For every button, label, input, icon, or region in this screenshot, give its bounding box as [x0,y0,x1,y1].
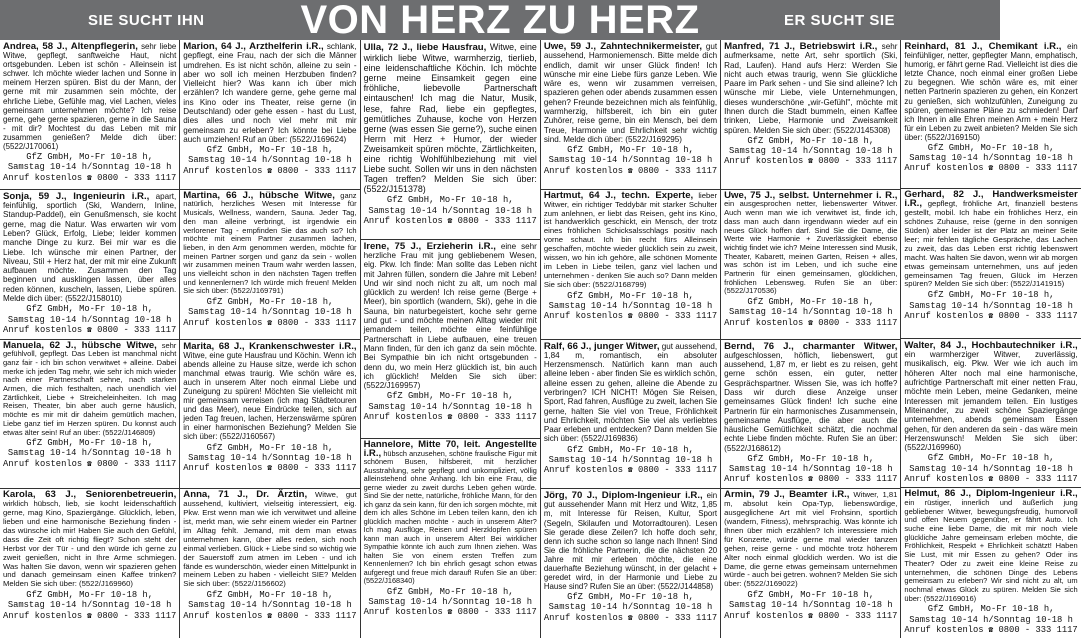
personal-ad [0,489,179,638]
ad-body: gut aussehend, 1,84 m, romantisch, ein absoluter Herzensmensch. Natürlich kann man auch alleine leben - aber finden Sie es wirklich schön, alleine essen zu gehen, alleine die Abende zu verbringen? ICH NICHT! Mögen Sie Reisen, Sport, Rad fahren, Ausflüge zu zweit, lachen Sie gerne, halten Sie viel von Treue, Fröhlichkeit und Ehrlichkeit, möchten Sie viel als verliebtes Paar erleben und entdecken? Dann melden Sie sich über: (5522/J169836) [543,341,718,444]
contact-company: GfZ GmbH, Mo-Fr 10-18 h, [747,135,875,146]
ad-headline: Marion, 64 J., Arzthelferin i.R., [183,41,324,52]
contact-call-row [183,318,356,329]
contact-weekend-hours: Samstag 10-14 h/Sonntag 10-18 h [368,597,533,608]
ad-body: lieber Witwer, ein richtiger Teddybär mit starker Schulter zum anlehnen, er liebt das Reisen, geht ins Kino, ist handwerklich geschickt, ein Mensch, der trotz eines fröhlichen Schicksalsschlags positiv nach vorne schaut. Ich bin recht fürs Alleinsein geschaffen, möchte wieder glücklich sein zu zweit, wissen, wo hin ich gehöre, alle schönen Momente im Leben in Liebe teilen, ganz viel lachen und unternehmen - denken Sie auch so? Dann melden Sie sich über: (5522/J168799) [543,190,718,289]
ad-body: wirklich hübsch, lieb, sie kocht leidenschaftlich gerne, mag Kino, Spaziergänge. Glücklich, leben, lieben und eine harmonische Beziehung finden - das wünsche ich mir! Haben Sie auch den Gefühl, dass die Zeit oft richtig fliegt? Schon steht der Herbst vor der Tür - und den würde ich gerne zu zweit genießen, nicht in Ihre Arme schmiegen. Was halten Sie davon, wenn wir spazieren gehen und danach gemeinsam einen Kaffee trinken? Melden Sie sich über: (5522/J169960) [3,499,177,589]
ad-headline: Hartmut, 64 J., techn. Experte, [543,189,694,201]
ad-body: Witwe, eine gute Hausfrau und Köchin. Wenn ich abends alleine zu Hause sitze, werde ich schon manchmal etwas traurig. Wie schön wäre es, auch in unserem Alter noch einmal Liebe und Zuneigung zu spüren! Möchten Sie vielleicht mit mir gemeinsam verreisen (ich mag Städtetouren und das Meer), neue Eindrücke teilen, sich auf jeden Tag freuen, lachen, Herzenswärme spüren in einer harmonischen Beziehung? Melden Sie sich über: (5522/J160567) [183,350,357,442]
ad-text [364,441,537,586]
ad-text [3,339,177,438]
contact-phone-number[interactable]: 0800 - 333 1117 [97,324,177,335]
personal-ad [361,40,540,240]
contact-weekend-hours: Samstag 10-14 h/Sonntag 10-18 h [909,614,1073,625]
contact-weekend-hours: Samstag 10-14 h/Sonntag 10-18 h [188,307,352,318]
ad-text [183,42,356,144]
ad-contact-block [3,438,176,470]
ad-body: sehr aufmerksame, nette Art, sehr sportlich (Ski, Rad, Laufen). Hand aufs Herz: Werden Sie nicht auch etwas traurig, wenn Sie glückliche Paare im Park sehen - und Sie sind alleine? Ich wünsche mir Liebe, viele Unternehmungen, dieses wunderschöne „wir-Gefühl", möchte mit Ihnen durch die Stadt bummeln, einen Kaffee trinken, Liebe, Harmonie und Zweisamkeit spüren. Melden Sie sich über: (5522/J145308) [724,42,898,135]
classified-ads-grid [0,40,1078,638]
ad-contact-block [183,297,356,329]
contact-phone-number[interactable]: 0800 - 333 1117 [818,156,898,167]
contact-call-label: Anruf kostenlos [904,624,984,635]
contact-phone-number[interactable]: 0800 - 333 1117 [998,310,1078,321]
contact-call-label: Anruf kostenlos [543,612,624,623]
ad-contact-block [364,391,537,423]
contact-company: GfZ GmbH, Mo-Fr 10-18 h, [206,145,334,156]
ad-headline: Jörg, 70 J., Diplom-Ingenieur i.R., [543,490,703,502]
contact-call-row [904,163,1077,174]
ad-text [544,42,717,144]
contact-call-label: Anruf kostenlos [3,324,83,335]
contact-company: GfZ GmbH, Mo-Fr 10-18 h, [747,590,875,601]
contact-weekend-hours: Samstag 10-14 h/Sonntag 10-18 h [7,314,172,325]
contact-call-label: Anruf kostenlos [3,172,83,183]
contact-company: GfZ GmbH, Mo-Fr 10-18 h, [927,290,1055,301]
ad-text [543,189,718,290]
ad-contact-block [724,297,897,329]
contact-phone-number[interactable]: 0800 - 333 1117 [457,411,537,422]
contact-company: GfZ GmbH, Mo-Fr 10-18 h, [927,453,1055,464]
personal-ad [721,340,900,490]
contact-phone-number[interactable]: 0800 - 333 1117 [818,317,898,328]
phone-icon: ☎ [983,164,994,174]
contact-call-label: Anruf kostenlos [904,163,984,174]
phone-icon: ☎ [623,166,633,176]
ad-contact-block [904,290,1077,322]
ad-text [3,192,176,304]
contact-company: GfZ GmbH, Mo-Fr 10-18 h, [26,590,153,601]
phone-icon: ☎ [623,613,633,623]
page-header [0,0,1000,40]
personal-ad [541,340,720,490]
ad-body: sehr liebe Witwe, gepflegt, sanftweiche Haut, nicht ortsgebunden. Leben ist schön - Alleinsein ist schwer. Ich möchte wieder lachen und Sonne in meinem Herzen spüren. Bist du der Mann, der gerne mit mir zusammen sein möchte, der ehrliche Liebe, Gefühle mag, viel Lachen, vieles gemeinsam unternehmen möchte? Ich reise gerne, gehe gerne spazieren, gerne in die Sauna - mit dir? Mochtest du das Leben mit mir zusammen genießen? Melde dich über: (5522/J170061) [3,42,177,152]
ad-body: sehr gefühlvoll, gepflegt. Das Leben ist manchmal nicht ganz fair - ich bin schon verwitwet + alleine. Dabei merke ich jeden Tag mehr, wie sehr ich mich wieder nach einer Partnerschaft sehne, nach starken Armen, die mich festhalten, nach unendlich viel Zärtlichkeit, Liebe + Streicheleinheiten. Ich mag Reisen, Theater, bin aber auch gerne häuslich, möchte es mir mit dir daheim gemütlich machen, Liebe ganz tief im Herzen spüren. Du konnst auch etwas älter sein! Ruf an über: (5522/J146809) [3,340,177,437]
contact-call-label: Anruf kostenlos [543,465,624,476]
contact-call-row [904,474,1077,485]
ad-contact-block [3,152,176,184]
ad-headline: Hannelore, Mitte 70, leit. Angestellte i.R., [363,439,537,459]
ad-contact-block [904,143,1077,175]
ad-text [364,42,537,194]
contact-weekend-hours: Samstag 10-14 h/Sonntag 10-18 h [7,600,172,611]
contact-company: GfZ GmbH, Mo-Fr 10-18 h, [26,438,153,449]
ad-text [904,490,1077,603]
contact-call-row [364,607,537,618]
contact-phone-number[interactable]: 0800 - 333 1117 [637,465,718,476]
contact-call-row [3,459,176,470]
phone-icon: ☎ [82,459,92,469]
contact-company: GfZ GmbH, Mo-Fr 10-18 h, [206,297,334,308]
contact-call-label: Anruf kostenlos [363,607,443,618]
contact-weekend-hours: Samstag 10-14 h/Sonntag 10-18 h [368,401,533,412]
contact-call-row [3,325,176,336]
contact-company: GfZ GmbH, Mo-Fr 10-18 h, [26,304,153,315]
contact-phone-number[interactable]: 0800 - 333 1117 [457,607,537,618]
ad-headline: Manuela, 62 J., hübsche Witwe, [3,339,157,351]
contact-phone-number[interactable]: 0800 - 333 1117 [277,165,357,176]
ad-headline: Irene, 75 J., Erzieherin i.R., [363,240,496,252]
ad-body: ein rüstiger, innerlich und äußerlich jung gebliebener Witwer, bewegungsfreudig, humorvoll und offen Neuem gegenüber, er fährt Auto. Ich suche eine liebe Dame, die mit mir noch viele glückliche Jahre gemeinsam erleben möchte, die Fröhlichkeit, Respekt + Ehrlichkeit schätzt! Haben Sie Lust, mit mir Essen zu gehen? Oder ins Theater? Oder zu zweit eine kleine Reise zu unternehmen, die schönen Dinge des Lebens gemeinsam zu erleben? Wir sind nicht zu alt, um nochmal etwas Glück zu spüren. Melden Sie sich über: (5522/J169016) [904,497,1078,603]
ad-text [183,491,356,589]
page-title: VON HERZ ZU HERZ [300,0,700,42]
ad-headline: Sonja, 59 J., Ingenieurin i.R., [3,190,150,202]
contact-company: GfZ GmbH, Mo-Fr 10-18 h, [567,444,694,455]
phone-icon: ☎ [82,611,92,621]
ad-headline: Helmut, 86 J., Diplom-Ingenieur i.R., [904,488,1078,500]
personal-ad [0,340,179,490]
ad-contact-block [544,291,717,323]
contact-phone-number[interactable]: 0800 - 333 1117 [818,610,898,621]
contact-call-row [3,173,176,184]
ad-column [361,40,541,638]
ad-body: hübsch anzusehen, schöne fraulische Figur mit schönem Busen, hilfsbereit, mit herzlicher Ausstrahlung, sehr gepflegt und unkompliziert, völlig alleinstehend ohne Anhang. Ich bin eine Frau, die gerne wieder zu zweit durchs Leben gehen würde. Sind Sie der nette, natürliche, fröhliche Mann, für den ich ganz da sein kann, für den ich sorgen möchte, mit dem ich alles Schöne im Leben teilen kann, den ich glücklich machen möchte - auch in unserem Alter? Ich mag Ausflüge, Reisen und Herzklopfen spüren kann man auch in unserem Alter! Bei wirklicher Sympathie könnte ich auch zum Ihnen ziehen. Was halten Sie von einem ersten Treffen zum Kennenlernen? Ich bin ehrlich gesagt schon etwas aufgeregt und freue mich darauf! Rufen Sie an über: (5522/J168340) [363,448,537,586]
ad-body: schlank, gepflegt, eine Frau, nach der sich die Männer umdrehen. Es ist nicht schön, alleine zu sein - aber wo soll ich meinen Herzbuben finden? Vielleicht hier? Was kann ich über mich erzählen? Ich wandere gerne, gehe gerne mal ins Kino oder ins Theater, reise gerne (in Deutschland) oder gehe essen - hast du Lust, dies alles und noch viel mehr mit mir gemeinsam zu erleben? Ich könnte bei Liebe auch umziehen! Ruf an über: (5522/J169624) [183,42,357,144]
contact-weekend-hours: Samstag 10-14 h/Sonntag 10-18 h [368,205,533,216]
ad-contact-block [724,590,897,622]
phone-icon: ☎ [803,475,813,485]
personal-ad [541,190,720,340]
contact-call-row [544,311,717,322]
contact-weekend-hours: Samstag 10-14 h/Sonntag 10-18 h [728,146,893,157]
phone-icon: ☎ [442,608,453,618]
ad-column [0,40,180,638]
ad-text [364,242,537,391]
ad-body: Witwe, eine wirklich liebe Witwe, warmherzig, tierlieb, eine leidenschaftliche Köchin. Ich möchte gerne meine Einsamkeit gegen eine fröhliche, liebevolle Partnerschaft eintauschen! Ich mag die Natur, Musik, lese, fahre Rad, liebe ein gepflegtes, gemütliches Zuhause, koche von Herzen gerne (was essen Sie gerne?), suche einen Herrn mit Herz + Humor, der wieder Zweisamkeit spüren möchte, Zärtlichkeiten, eine richtig Wohlfühlbeziehung mit viel Liebe sucht. Sollen wir uns in den nächsten Tagen treffen? Melden Sie sich über: (5522/J151378) [363,42,537,195]
contact-phone-number[interactable]: 0800 - 333 1117 [277,610,357,621]
contact-company: GfZ GmbH, Mo-Fr 10-18 h, [747,297,875,308]
personal-ad [901,339,1080,488]
personal-ad [180,340,359,490]
personal-ad [361,439,540,638]
phone-icon: ☎ [262,318,273,328]
ad-body: Witwe, gut aussehend, kultiviert, vielseitig interessiert, eig. Pkw. Erst wenn man wie ich verwitwet und alleine ist, merkt man, wie sehr einem wieder ein Partner im Alltag fehlt. Jemand, mit dem man etwas unternehmen kann, über alles reden, sich noch einmal verlieben. Glück + Liebe sind so wichtig wie der Sauerstoff zum atmen im Leben - und ich fände es wunderschön, wieder einen Mittelpunkt in meinem Leben zu haben - vielleicht SIE? Melden Sie sich über: (5522/J156602) [183,490,357,589]
personal-ad [901,189,1080,338]
contact-phone-number[interactable]: 0800 - 333 1117 [277,462,357,473]
personal-ad [901,488,1080,638]
ad-contact-block [3,590,176,622]
ad-column [180,40,360,638]
contact-weekend-hours: Samstag 10-14 h/Sonntag 10-18 h [548,454,713,465]
contact-call-row [724,318,897,329]
phone-icon: ☎ [803,157,813,167]
contact-call-row [364,216,537,227]
contact-phone-number[interactable]: 0800 - 333 1117 [457,215,537,226]
ad-text [544,342,717,444]
contact-call-label: Anruf kostenlos [183,165,263,176]
ad-text [904,42,1077,142]
contact-call-label: Anruf kostenlos [904,310,984,321]
ad-headline: Armin, 79 J., Beamter i.R., [724,489,850,501]
contact-company: GfZ GmbH, Mo-Fr 10-18 h, [567,592,694,603]
phone-icon: ☎ [442,412,453,422]
ad-body: eine sehr herzliche Frau mit jung gebliebenem Wesen, eig. Pkw. Ich finde: Man sollte das Leben nicht mit Jahren füllen, sondern die Jahre mit Leben! Und wir sind noch nicht zu alt, um noch mal glücklich zu werden! Ich reise gerne (Berge + Meer), bin sportlich (wandern, Ski), gehe in die Sauna, bin naturbegeistert, koche sehr gerne und gut - und möchte meinen Alltag wieder mit jemandem teilen, möchte eine feinfühlige Partnerschaft in Liebe aufbauen, eine treuen Mann finden, für den ich ganz da sein möchte. Bei Sympathie bin ich nicht ortsgebunden - denn du, wo mein Herz glücklich ist, bin auch ich glücklich! Melden Sie sich über: (5522/J169957) [363,241,537,391]
phone-icon: ☎ [623,466,633,476]
ad-contact-block [544,592,717,624]
contact-call-row [183,166,356,177]
ad-headline: Uwe, 75 J., selbst. Unternehmer i. R., [724,189,898,201]
personal-ad [901,40,1080,189]
contact-call-row [904,311,1077,322]
ad-headline: Uwe, 59 J., Zahntechnikermeister, [543,41,703,52]
contact-call-label: Anruf kostenlos [724,156,804,167]
contact-phone-number[interactable]: 0800 - 333 1117 [998,624,1078,635]
contact-call-row [544,166,717,177]
contact-call-row [724,474,897,485]
phone-icon: ☎ [82,173,92,183]
ad-contact-block [183,443,356,475]
ad-headline: Martina, 66 J., hübsche Witwe, [183,189,335,201]
ad-body: ganz natürlich, herzliches Wesen mit Interesse für Musicals, Wellness, wandern, Sauna. Jeder Tag, den man alleine verbringt, ist irgendwie ein verlorener Tag - empfinden Sie das auch so? Ich möchte mit einem Partner zusammen lachen, lieben, in den Arm genommen werden, möchte für meinen Partner sorgen und ganz da sein - wollen wir zusammen meinen Traum wahr werden lassen, uns vielleicht schon in den nächsten Tagen treffen und kennenlernen? Ich würde mich freuen! Melden Sie sich über: (5522/J169791) [183,190,357,296]
contact-weekend-hours: Samstag 10-14 h/Sonntag 10-18 h [909,153,1073,164]
contact-weekend-hours: Samstag 10-14 h/Sonntag 10-18 h [548,602,713,613]
contact-call-row [3,611,176,622]
ad-text [3,42,176,151]
contact-phone-number[interactable]: 0800 - 333 1117 [818,474,898,485]
contact-call-label: Anruf kostenlos [363,411,443,422]
personal-ad [541,489,720,638]
contact-weekend-hours: Samstag 10-14 h/Sonntag 10-18 h [188,155,352,166]
contact-call-label: Anruf kostenlos [3,458,83,469]
ad-body: ein feinfühliger, netter, gepflegter Mann, emphatisch, humorig, er fährt gerne Rad. Vielleicht ist dies die letzte Chance, noch einmal einer großen Liebe zu begegnen. Wie schön wäre es, mit einer netten Partnerin spazieren zu gehen, ein Konzert zu genießen, sich wohlzufühlen, Zuneigung zu spüren, gemeinsame Pläne zu schmieden! Darf ich Ihnen in alle Ehren meinen Arm + mein Herz für ein Leben zu zweit anbieten? Melden Sie sich über: (5522/J169150) [904,42,1078,142]
contact-call-label: Anruf kostenlos [183,317,263,328]
contact-phone-number[interactable]: 0800 - 333 1117 [637,311,718,322]
personal-ad [721,40,900,190]
ad-body: aufgeschlossen, höflich, liebenswert, gut aussehend, 1,87 m, er liebt es zu reisen, geht gerne schön essen, ein guter, netter Gesprächspartner. Wissen Sie, was ich hoffe? Dass wir durch diese Anzeige unser gemeinsames Glück finden! Ich suche eine Partnerin für ein harmonisches Zusammensein, gemeinsame Ausflüge, die aber auch die häusliche Gemütlichkeit schätzt, die nochmal echte Liebe finden möchte. Rufen Sie an über: (5522/J168612) [724,350,898,453]
ad-contact-block [904,604,1077,636]
personal-ad [180,40,359,190]
contact-weekend-hours: Samstag 10-14 h/Sonntag 10-18 h [188,600,352,611]
ad-headline: Andrea, 58 J., Altenpflegerin, [3,41,138,52]
contact-call-label: Anruf kostenlos [3,610,83,621]
ad-headline: Walter, 84 J., Hochbautechniker i.R., [904,339,1078,351]
contact-call-label: Anruf kostenlos [363,215,443,226]
personal-ad [180,489,359,638]
ad-text [544,491,717,591]
phone-icon: ☎ [82,325,92,335]
ad-column [541,40,721,638]
contact-call-label: Anruf kostenlos [724,474,804,485]
ad-headline: Bernd, 76 J., charmanter Witwer, [724,340,898,352]
ad-contact-block [183,590,356,622]
ad-column [901,40,1080,638]
contact-weekend-hours: Samstag 10-14 h/Sonntag 10-18 h [548,300,713,311]
contact-weekend-hours: Samstag 10-14 h/Sonntag 10-18 h [909,300,1073,311]
contact-phone-number[interactable]: 0800 - 333 1117 [97,458,177,469]
ad-text [183,189,357,296]
ad-text [724,42,897,135]
contact-call-label: Anruf kostenlos [543,311,624,322]
section-title-sie-sucht-ihn: SIE SUCHT IHN [88,12,205,29]
ad-body: ein gut aussehender Mann mit Herz und Witz, 1,85 m, mit Interesse für Reisen, Kultur, Sport (Segeln, Skilaufen und Motorradtouren). Lesen Sie gerade diese Zeilen? Ich hoffe doch sehr, denn ich suche schon so lange nach Ihnen! Sind Sie die fröhliche Partnerin, die die nächsten 20 Jahre mit mir erleben möchte, die eine dauerhafte Beziehung wünscht, in der gelacht + geredet wird, in der Harmonie und Liebe zu Hause sind? Rufen Sie an über: (5522/J144858) [543,491,718,592]
contact-company: GfZ GmbH, Mo-Fr 10-18 h, [26,152,153,163]
ad-text [724,342,897,454]
personal-ad [0,40,179,190]
contact-call-label: Anruf kostenlos [724,317,804,328]
contact-phone-number[interactable]: 0800 - 333 1117 [998,473,1078,484]
contact-weekend-hours: Samstag 10-14 h/Sonntag 10-18 h [188,452,352,463]
phone-icon: ☎ [983,474,994,484]
contact-call-row [724,611,897,622]
ad-headline: Karola, 63 J., Seniorenbetreuerin, [3,489,177,501]
contact-weekend-hours: Samstag 10-14 h/Sonntag 10-18 h [728,307,893,318]
ad-contact-block [3,304,176,336]
contact-weekend-hours: Samstag 10-14 h/Sonntag 10-18 h [728,464,893,475]
phone-icon: ☎ [623,312,633,322]
ad-text [724,491,897,589]
ad-headline: Gerhard, 82 J., Handwerksmeister i.R., [904,189,1078,210]
ad-contact-block [904,453,1077,485]
contact-call-row [183,463,356,474]
phone-icon: ☎ [803,611,813,621]
contact-phone-number[interactable]: 0800 - 333 1117 [998,163,1078,174]
contact-call-label: Anruf kostenlos [543,165,624,176]
ad-body: Witwer, 1,81 m, absolut kein Opa-Typ, liebenswürdige, ausgeglichene Art mit viel Frohsinn, sportlich (wandern, Fitness), mehrsprachig. Was könnte ich Ihnen über mich erzählen? Ich interessiere mich für Konzerte, würde gerne mal wieder tanzen gehen, reise gerne - und möchte trotz höherem Alter noch einmal glücklich werden. Wo ist die Dame, die gerne etwas gemeinsam unternehmen würde - auch bei getren. wohnen? Melden Sie sich über: (5522/J169022) [724,490,898,589]
contact-company: GfZ GmbH, Mo-Fr 10-18 h, [206,442,334,453]
contact-phone-number[interactable]: 0800 - 333 1117 [637,165,718,176]
contact-weekend-hours: Samstag 10-14 h/Sonntag 10-18 h [909,463,1073,474]
contact-call-row [183,611,356,622]
contact-call-row [544,465,717,476]
ad-column [721,40,901,638]
phone-icon: ☎ [262,611,273,621]
contact-company: GfZ GmbH, Mo-Fr 10-18 h, [567,290,694,301]
contact-company: GfZ GmbH, Mo-Fr 10-18 h, [386,586,514,597]
contact-company: GfZ GmbH, Mo-Fr 10-18 h, [927,143,1055,154]
contact-weekend-hours: Samstag 10-14 h/Sonntag 10-18 h [7,448,172,459]
contact-phone-number[interactable]: 0800 - 333 1117 [637,612,718,623]
ad-contact-block [183,145,356,177]
contact-call-row [724,156,897,167]
ad-headline: Anna, 71 J., Dr. Ärztin, [183,489,308,501]
contact-call-label: Anruf kostenlos [183,462,263,473]
personal-ad [721,190,900,340]
ad-body: gepflegt, fröhliche Art, finanziell bestens gestellt, mobil. Ich habe ein fröhliches Herz, ein schönes Zuhause, reise (gerne in den sonnigen Süden) aber leider ist der Platz an meiner Seite leer; mir fehlen tägliche Gespräche, das Lachen zu zweit, das das Leben erst richtig lebenswert macht. Was halten Sie davon, wenn wir ab morgen etwas gemeinsam unternehmen, uns auf jeden gemeinsamen Tag freuen, Glück im Herzen spüren? Melden Sie sich über: (5522/J141915) [904,199,1078,289]
contact-call-label: Anruf kostenlos [904,473,984,484]
ad-body: ein ausgesprochen netter, liebenswerter Witwer. Auch wenn man wie ich verwitwet ist, finde ich, dass man auch dann irgendwann wieder auf ein neues Glück hoffen darf. Sind Sie die Dame, die Werte wie Harmonie + Zuverlässigkeit ebenso wichtig findet wie ich? Meine Interessen sind Musik, Theater, Kabarett, meinen Garten, Reisen + alles, was schön ist im Leben, und ich suche eine Partnerin für einen gemeinsamen, glücklichen, fröhlichen Lebensweg. Rufen Sie an über: (5522/J170536) [724,199,898,296]
contact-company: GfZ GmbH, Mo-Fr 10-18 h, [567,145,694,156]
ad-text [904,341,1077,453]
personal-ad [361,240,540,440]
ad-headline: Marita, 68 J., Krankenschwester i.R., [183,340,357,352]
contact-weekend-hours: Samstag 10-14 h/Sonntag 10-18 h [728,600,893,611]
ad-body: ein warmherziger Witwer, zuverlässig, musikalisch, eig. Pkw. Wer wie ich auch im höheren Alter noch mal eine harmonische, aufrichtige Partnerschaft mit einer netten Frau, möchte mein Leben, meine Gedanken, meine Interessen mit jemandem teilen. Ein lustiges Miteinander, zu zweit schöne Spaziergänge unternehmen, abends gemeinsam Essen gehen, für den anderen da sein - das wäre mein Herzenswunsch! Melden Sie sich über: (5522/J169960) [904,350,1078,453]
ad-text [183,342,356,442]
phone-icon: ☎ [983,311,994,321]
ad-body: apart, feinfühlig, sportlich (Ski, Wandern, Inline, Standup-Paddel), ein Genußmensch, sie kocht gerne, mag die Natur. Was erwarten wir vom Leben? Glück, Erfolg, Liebe; leider kommen manche Dinge zu kurz. Bei mir war es die Liebe. Ich wünsche mir einen Partner, der Niveau, Stil + Herz hat, der mit mir eine Zukunft aufbauen möchte. Zusammen den Tag beginnen und ausklingen lassen, über alles reden können, kuscheln, lassen, Liebe spüren. Melde dich über: (5522/J158010) [3,191,177,304]
ad-text [724,189,898,296]
contact-weekend-hours: Samstag 10-14 h/Sonntag 10-18 h [7,162,172,173]
contact-phone-number[interactable]: 0800 - 333 1117 [97,172,177,183]
phone-icon: ☎ [803,318,813,328]
ad-contact-block [724,454,897,486]
section-title-er-sucht-sie: ER SUCHT SIE [783,12,895,29]
contact-company: GfZ GmbH, Mo-Fr 10-18 h, [386,195,514,206]
phone-icon: ☎ [262,463,273,473]
contact-call-row [364,412,537,423]
ad-contact-block [364,195,537,227]
personal-ad [721,489,900,638]
ad-body: gut aussehend, Harmoniemensch. Bitte melde dich endlich, damit wir unser Glück finden! Ich wünsche mir eine Liebe fürs ganze Leben. Wie wäre es, wenn wir zusammen verreisen, spazieren gehen oder abends zusammen essen gehen? Freunde bezeichnen mich als feinfühlig, warmherzig, hilfsbereit, ich bin ein guter Zuhörer, reise gerne, bin ein Mensch, bei dem Treue, Harmonie und Ehrlichkeit sehr wichtig sind. Melde dich über: (5522/J169295) [543,42,718,144]
contact-company: GfZ GmbH, Mo-Fr 10-18 h, [747,454,875,465]
ad-contact-block [364,587,537,619]
personal-ad [0,190,179,340]
ad-headline: Reinhard, 81 J., Chemikant i.R., [904,41,1062,52]
ad-headline: Ulla, 72 J., liebe Hausfrau, [363,42,487,53]
contact-company: GfZ GmbH, Mo-Fr 10-18 h, [206,590,334,601]
ad-text [3,491,176,589]
contact-phone-number[interactable]: 0800 - 333 1117 [277,317,357,328]
phone-icon: ☎ [983,625,994,635]
contact-company: GfZ GmbH, Mo-Fr 10-18 h, [386,391,514,402]
contact-weekend-hours: Samstag 10-14 h/Sonntag 10-18 h [548,155,713,166]
contact-call-row [544,613,717,624]
contact-call-label: Anruf kostenlos [183,610,263,621]
contact-company: GfZ GmbH, Mo-Fr 10-18 h, [927,604,1055,615]
ad-contact-block [544,445,717,477]
ad-headline: Ralf, 66 J., junger Witwer, [543,340,660,352]
personal-ad [180,190,359,340]
personal-ad [541,40,720,190]
phone-icon: ☎ [262,166,273,176]
contact-phone-number[interactable]: 0800 - 333 1117 [97,610,177,621]
ad-text [904,191,1077,289]
ad-headline: Manfred, 71 J., Betriebswirt i.R., [724,41,878,52]
phone-icon: ☎ [442,216,453,226]
contact-call-label: Anruf kostenlos [724,610,804,621]
ad-contact-block [724,136,897,168]
ad-contact-block [544,145,717,177]
contact-call-row [904,625,1077,636]
